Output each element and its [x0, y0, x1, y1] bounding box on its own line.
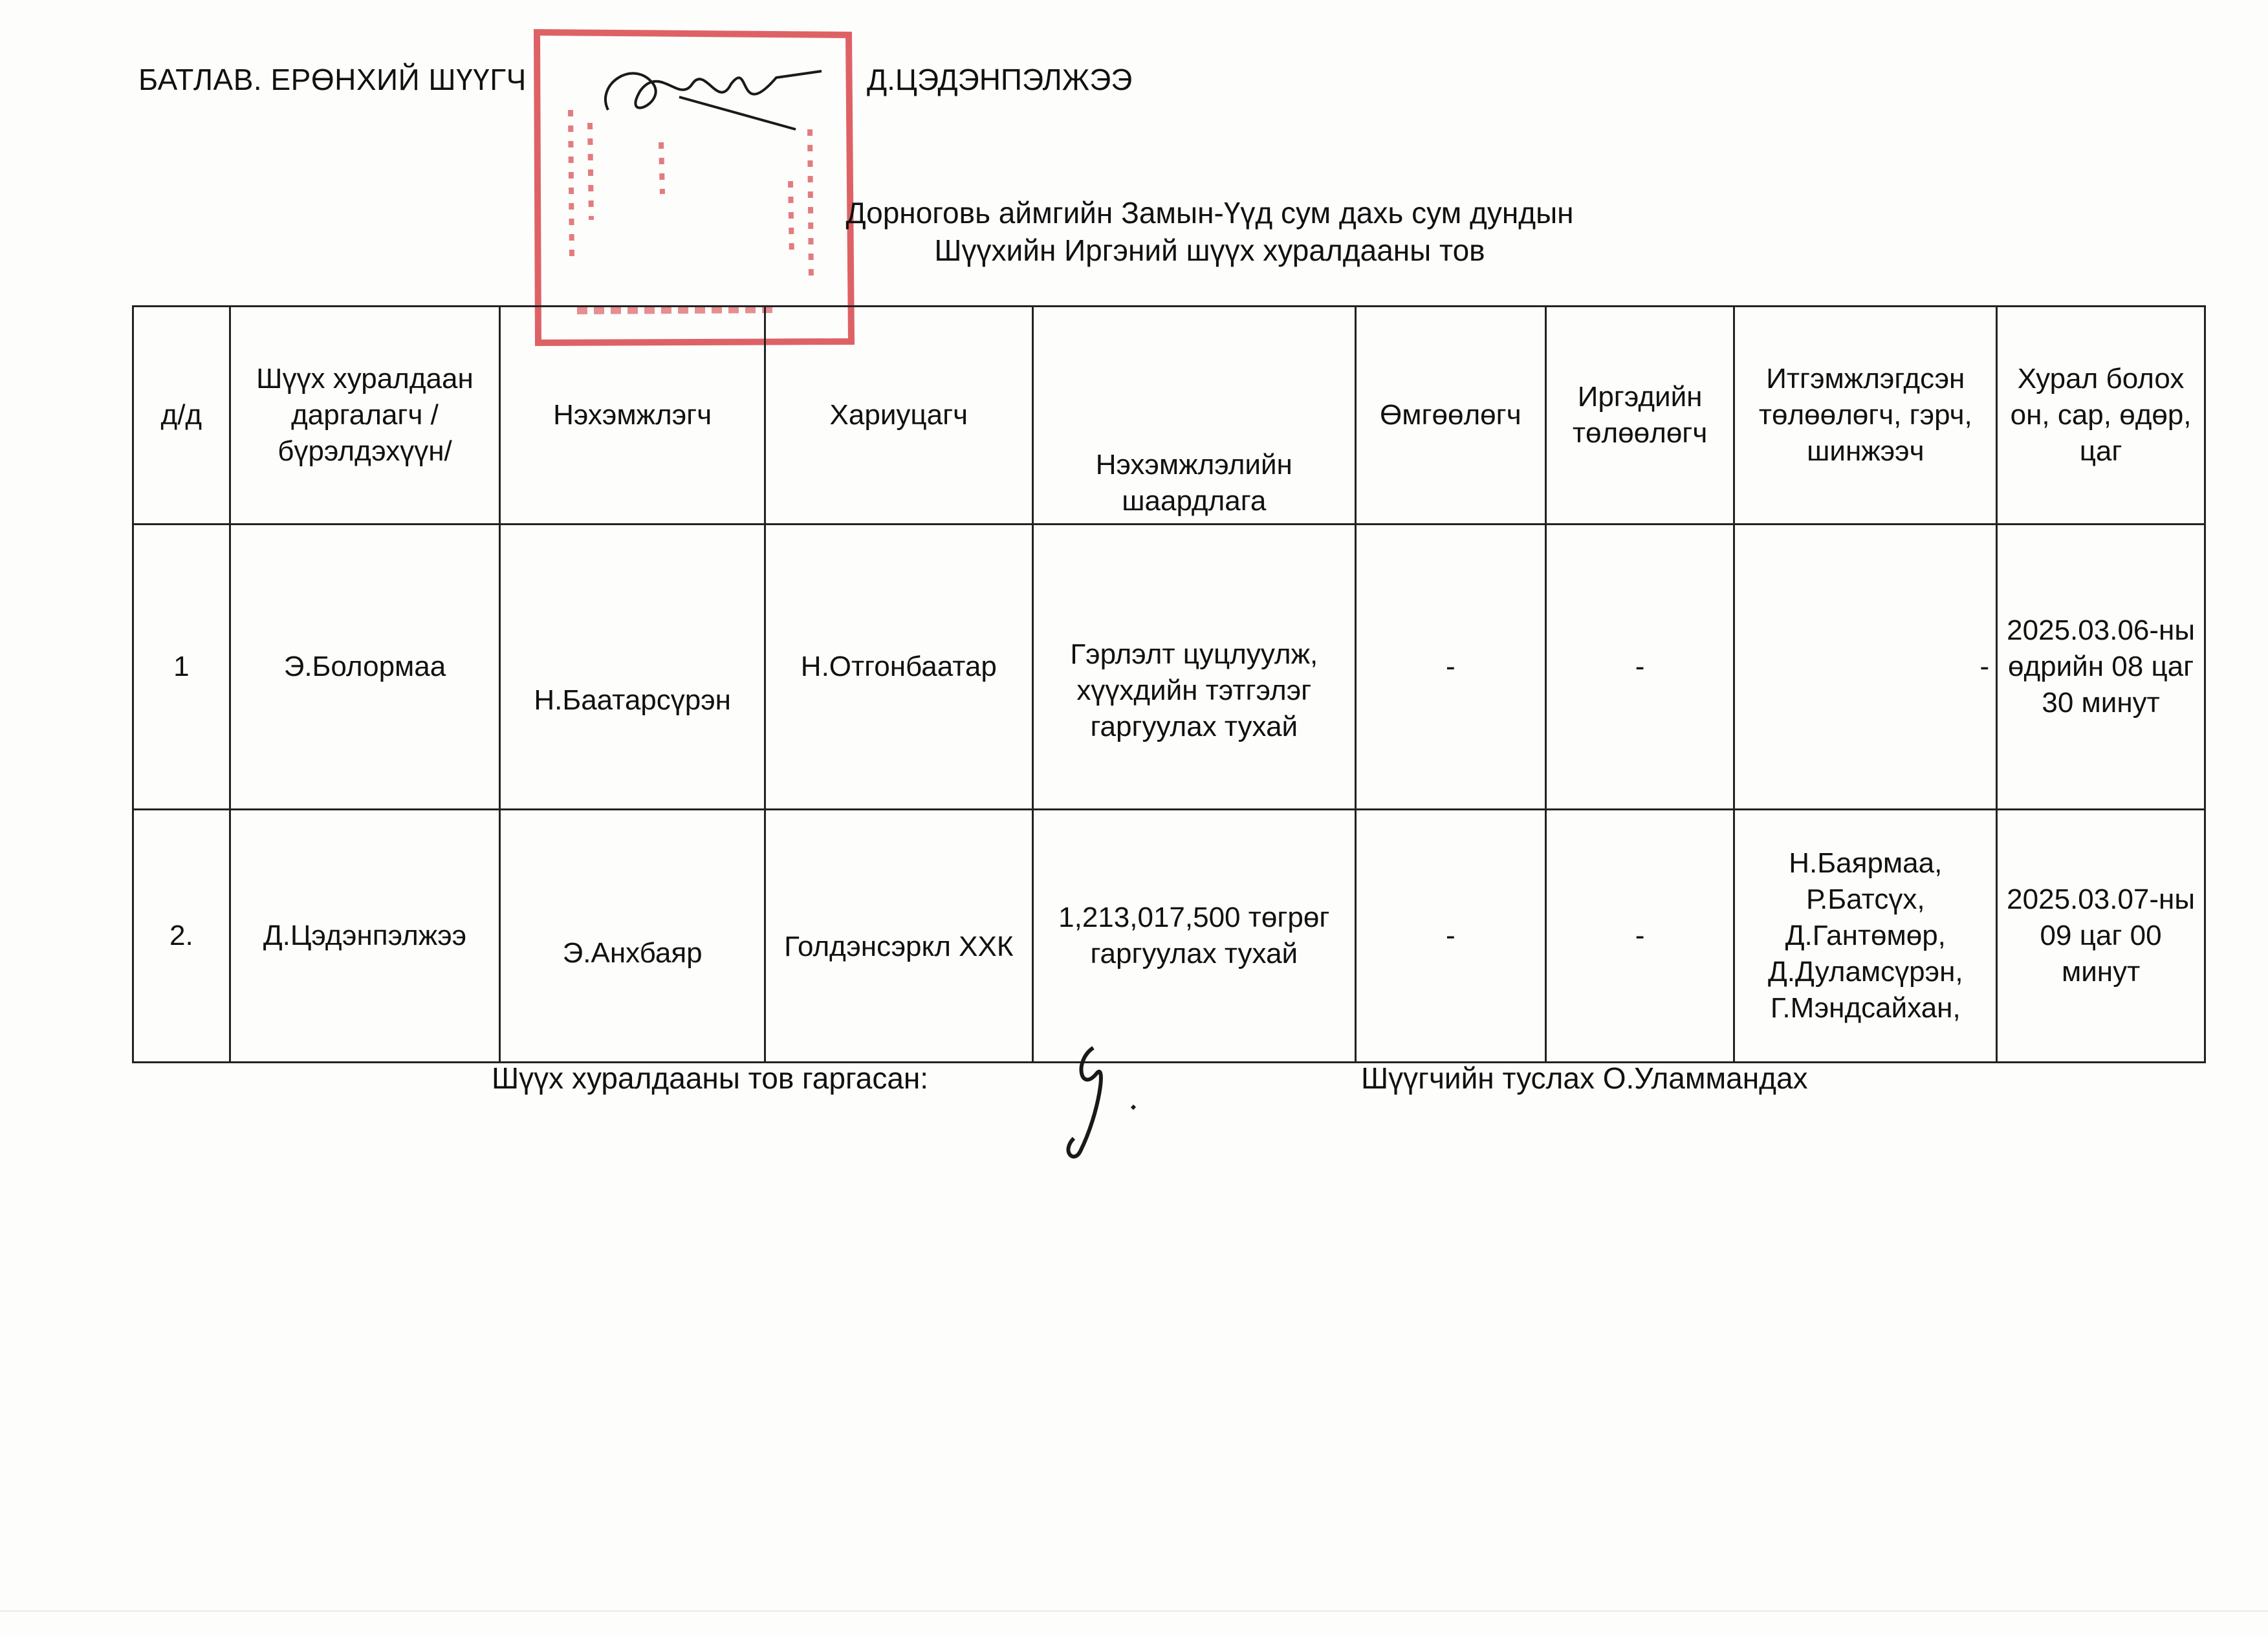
- cell-defendant: Н.Отгонбаатар: [765, 525, 1032, 810]
- table-row: [133, 525, 2205, 810]
- approver-name: Д.ЦЭДЭНПЭЛЖЭЭ: [867, 63, 1133, 96]
- cell-lawyer: -: [1355, 525, 1545, 810]
- header-number: д/д: [133, 307, 230, 525]
- assistant-name: Шүүгчийн туслах О.Уламмандах: [1361, 1061, 1808, 1095]
- table-header-row: [133, 307, 2205, 525]
- cell-representatives: Н.Баярмаа, Р.Батсүх, Д.Гантөмөр, Д.Дуламсүрэн, Г.Мэндсайхан,: [1734, 810, 1997, 1063]
- judge-signature: [582, 45, 828, 142]
- cell-number: 2.: [133, 810, 230, 1063]
- title-line-2: Шүүхийн Иргэний шүүх хуралдааны тов: [934, 233, 1485, 267]
- cell-citizen-rep: -: [1545, 525, 1734, 810]
- cell-judge: Э.Болормаа: [230, 525, 500, 810]
- cell-citizen-rep: -: [1545, 810, 1734, 1063]
- cell-datetime: 2025.03.06-ны өдрийн 08 цаг 30 минут: [1997, 525, 2205, 810]
- hearing-schedule-table: [132, 305, 2206, 1063]
- cell-plaintiff: Э.Анхбаяр: [500, 810, 765, 1063]
- header-defendant: Хариуцагч: [765, 307, 1032, 525]
- scan-edge: [0, 1610, 2268, 1612]
- cell-lawyer: -: [1355, 810, 1545, 1063]
- header-representatives: Итгэмжлэгдсэн төлөөлөгч, гэрч, шинжээч: [1734, 307, 1997, 525]
- header-plaintiff: Нэхэмжлэгч: [500, 307, 765, 525]
- header-lawyer: Өмгөөлөгч: [1355, 307, 1545, 525]
- header-citizen-rep: Иргэдийн төлөөлөгч: [1545, 307, 1734, 525]
- header-judge: Шүүх хуралдаан даргалагч /бүрэлдэхүүн/: [230, 307, 500, 525]
- approval-label: БАТЛАВ. ЕРӨНХИЙ ШҮҮГЧ: [138, 63, 527, 96]
- document-title: [712, 194, 1708, 269]
- cell-representatives: -: [1734, 525, 1997, 810]
- cell-claim: 1,213,017,500 төгрөг гаргуулах тухай: [1032, 810, 1355, 1063]
- cell-defendant: Голдэнсэркл ХХК: [765, 810, 1032, 1063]
- cell-number: 1: [133, 525, 230, 810]
- table-row: [133, 810, 2205, 1063]
- cell-plaintiff: Н.Баатарсүрэн: [500, 525, 765, 810]
- title-line-1: Дорноговь аймгийн Замын-Үүд сум дахь сум дундын: [845, 196, 1574, 230]
- header-claim: Нэхэмжлэлийн шаардлага: [1032, 307, 1355, 525]
- header-datetime: Хурал болох он, сар, өдөр, цаг: [1997, 307, 2205, 525]
- assistant-signature: [1035, 1035, 1151, 1164]
- cell-datetime: 2025.03.07-ны 09 цаг 00 минут: [1997, 810, 2205, 1063]
- cell-claim: Гэрлэлт цуцлуулж, хүүхдийн тэтгэлэг гаргуулах тухай: [1032, 525, 1355, 810]
- cell-judge: Д.Цэдэнпэлжээ: [230, 810, 500, 1063]
- schedule-prepared-label: Шүүх хуралдааны тов гаргасан:: [492, 1061, 929, 1095]
